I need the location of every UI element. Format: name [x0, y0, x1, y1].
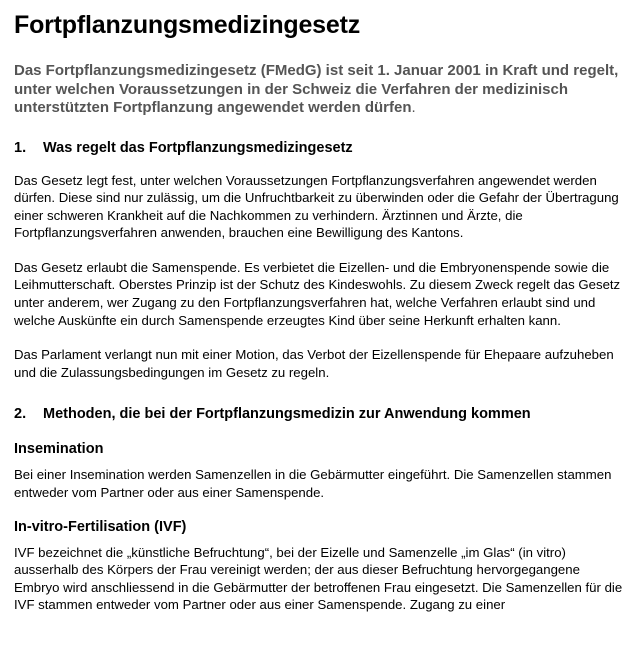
page-title: Fortpflanzungsmedizingesetz: [14, 11, 361, 39]
document-page: [14, 0, 624, 614]
section-1-heading: [14, 139, 624, 157]
lead-period: .: [411, 99, 416, 116]
insemination-paragraph: Bei einer Insemination werden Samenzellen in die Gebärmutter eingeführt. Die Samenzellen stammen entweder vom Partner oder aus einer Samenspende.: [14, 467, 612, 501]
lead-text: Das Fortpflanzungsmedizingesetz (FMedG) ist seit 1. Januar 2001 in Kraft und regelt, unter welchen Voraussetzungen in der Schweiz die Verfahren der medizinisch unterstützten Fortpflanzung angewendet werden dürfen: [14, 62, 619, 116]
section-1-paragraph-2: Das Gesetz erlaubt die Samenspende. Es verbietet die Eizellen- und die Embryonenspende sowie die Leihmutterschaft. Oberstes Prinzip ist der Schutz des Kindeswohls. Zu diesem Zweck regelt das Gesetz unter anderem, wer Zugang zu den Fortpflanzungsverfahren hat, welche Verfahren erlaubt sind und welche Auskünfte ein durch Samenspende erzeugtes Kind über seine Herkunft erhalten kann.: [14, 259, 621, 328]
insemination-heading: Insemination: [14, 441, 104, 458]
lead-paragraph: [14, 62, 624, 118]
section-1-paragraph-1: Das Gesetz legt fest, unter welchen Voraussetzungen Fortpflanzungsverfahren angewendet werden dürfen. Diese sind nur zulässig, um die Unfruchtbarkeit zu überwinden oder die Gefahr der Übertragung einer schweren Krankheit auf die Nachkommen zu verhindern. Ärztinnen und Ärzte, die Fortpflanzungsverfahren anwenden, brauchen eine Bewilligung des Kantons.: [14, 172, 619, 241]
ivf-paragraph: IVF bezeichnet die „künstliche Befruchtung“, bei der Eizelle und Samenzelle „im Glas“ (in vitro) ausserhalb des Körpers der Frau vereinigt werden; der aus dieser Befruchtung hervorgegangene Embryo wird anschliessend in die Gebärmutter der betroffenen Frau eingesetzt. Die Samenzellen für die IVF stammen entweder vom Partner oder aus einer Samenspende. Zugang zu einer: [14, 544, 623, 613]
section-1-paragraph-3: Das Parlament verlangt nun mit einer Motion, das Verbot der Eizellenspende für Ehepaare aufzuheben und die Zulassungsbedingungen im Gesetz zu regeln.: [14, 347, 614, 380]
section-1-title: Was regelt das Fortpflanzungsmedizingesetz: [43, 139, 353, 156]
ivf-heading: In-vitro-Fertilisation (IVF): [14, 518, 187, 535]
section-2-heading: [14, 405, 624, 423]
section-2-number: 2.: [14, 406, 27, 423]
section-2-title: Methoden, die bei der Fortpflanzungsmedizin zur Anwendung kommen: [43, 406, 531, 423]
section-1-number: 1.: [14, 139, 27, 156]
